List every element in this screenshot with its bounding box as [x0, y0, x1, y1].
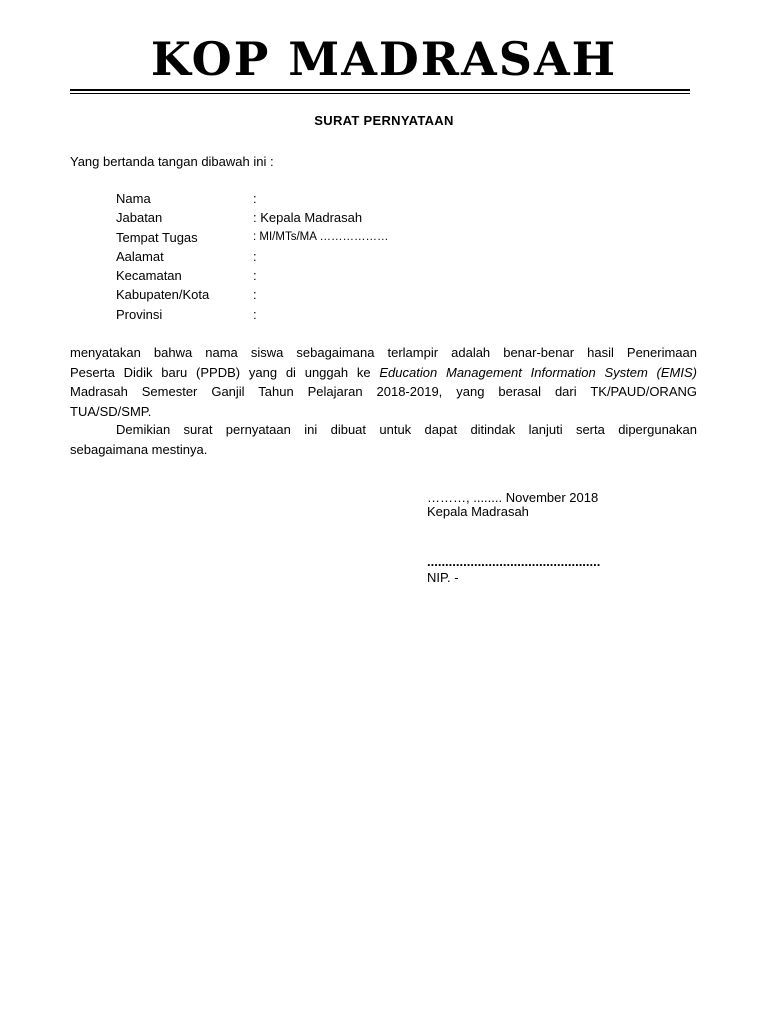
field-value: : MI/MTs/MA ………………	[253, 230, 389, 243]
identity-fields	[116, 189, 388, 324]
closing-paragraph	[70, 420, 697, 459]
field-label: Nama	[116, 191, 151, 206]
field-label: Kabupaten/Kota	[116, 287, 210, 303]
field-value: : Kepala Madrasah	[253, 210, 363, 226]
paragraph-line: Madrasah Semester Ganjil Tahun Pelajaran 2018-2019, yang berasal dari TK/PAUD/ORANG	[70, 384, 697, 399]
field-value: :	[253, 287, 257, 303]
field-jabatan	[116, 208, 388, 227]
field-value: :	[253, 248, 257, 264]
emis-name: Education Management Information System (EMIS)	[379, 364, 697, 380]
field-value: :	[253, 191, 257, 206]
field-label: Jabatan	[116, 210, 163, 226]
intro-text: Yang bertanda tangan dibawah ini :	[70, 154, 274, 169]
signature-date: ………, ........ November 2018	[427, 490, 599, 505]
field-label: Aalamat	[116, 248, 164, 264]
paragraph-line: menyatakan bahwa nama siswa sebagaimana terlampir adalah benar-benar hasil Penerimaan	[70, 345, 697, 360]
paragraph-text: Peserta Didik baru (PPDB) yang di unggah ke	[70, 364, 380, 380]
field-nama	[116, 189, 388, 208]
signature-nip: NIP. -	[427, 570, 459, 585]
letterhead-title: KOP MADRASAH	[150, 32, 618, 86]
paragraph-line	[70, 363, 697, 383]
field-label: Provinsi	[116, 306, 163, 322]
document-title: SURAT PERNYATAAN	[314, 113, 454, 128]
field-kecamatan	[116, 266, 388, 285]
field-value: :	[253, 268, 257, 284]
statement-paragraph	[70, 343, 697, 421]
signature-role: Kepala Madrasah	[427, 504, 529, 519]
field-provinsi	[116, 305, 388, 324]
field-label: Tempat Tugas	[116, 229, 198, 245]
field-value: :	[253, 306, 257, 322]
paragraph-line: TUA/SD/SMP.	[70, 403, 152, 419]
letterhead-rule-thick	[70, 89, 690, 91]
field-label: Kecamatan	[116, 268, 182, 284]
field-kabupaten-kota	[116, 285, 388, 304]
paragraph-line: Demikian surat pernyataan ini dibuat untuk dapat ditindak lanjuti serta dipergunakan	[116, 422, 697, 437]
field-alamat	[116, 247, 388, 266]
letterhead-rule-thin	[70, 93, 690, 94]
signature-name-line: ................................................	[427, 554, 601, 569]
field-tempat-tugas	[116, 228, 388, 247]
paragraph-line: sebagaimana mestinya.	[70, 441, 208, 457]
